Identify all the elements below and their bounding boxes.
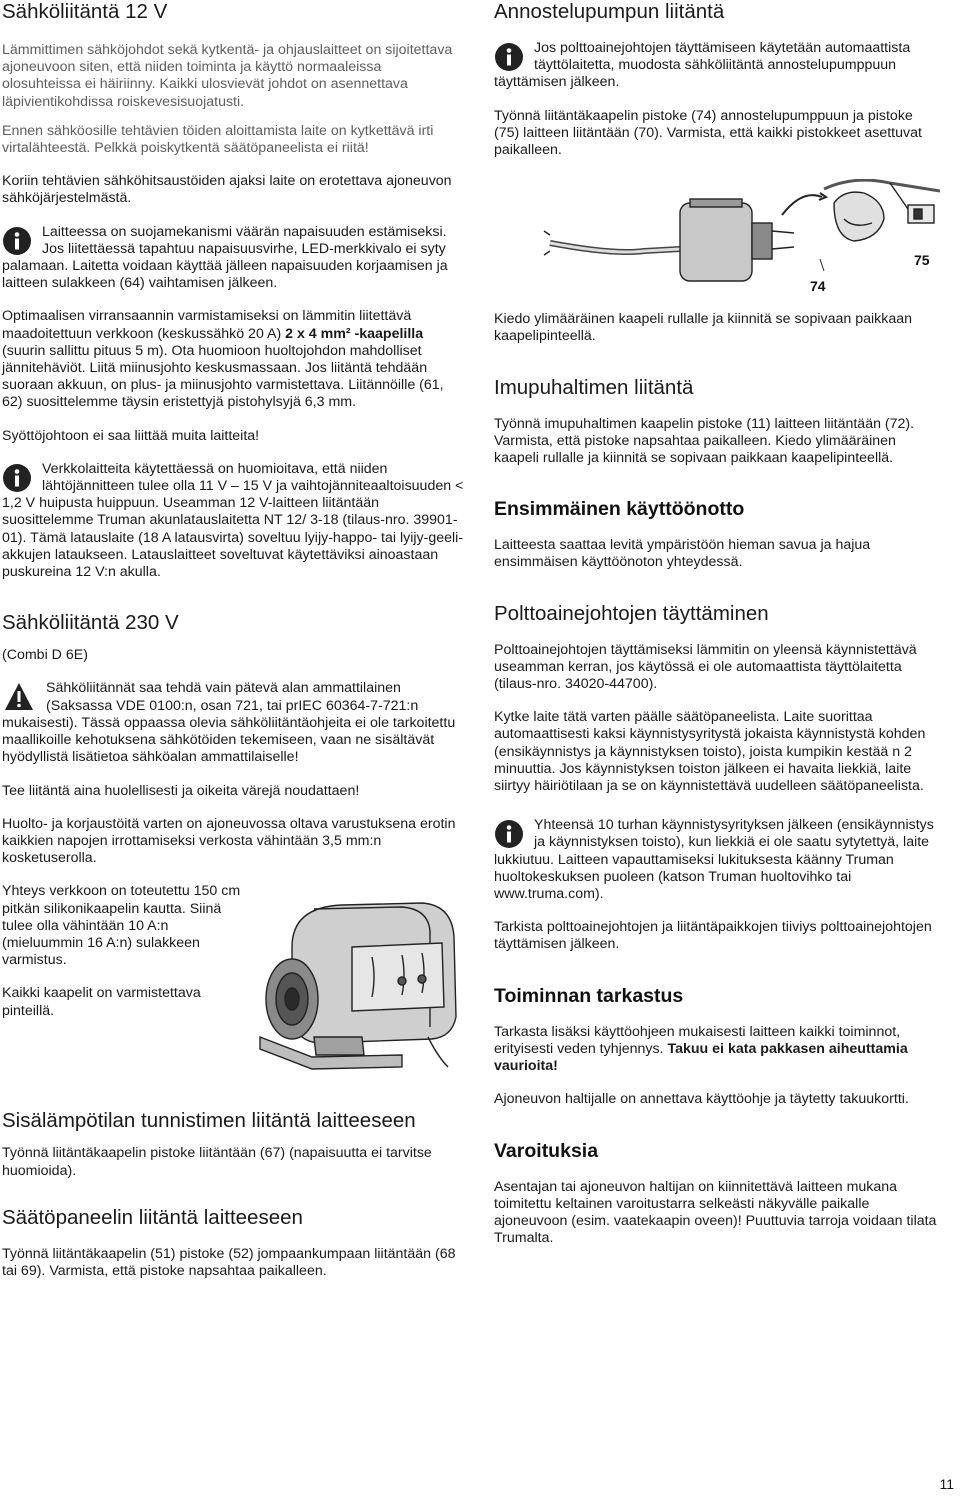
warning-icon	[2, 682, 36, 712]
heater-text	[2, 883, 252, 1019]
section-title-sensor: Sisälämpötilan tunnistimen liitäntä laitteeseen	[2, 1109, 416, 1133]
dosing-pump-illustration	[494, 179, 940, 299]
info-text: Laitteessa on suojamekanismi väärän napaisuuden estämiseksi. Jos liitettäessä tapahtuu napaisuusvirhe, LED-merkkivalo ei syty palamaan. Laitetta voidaan käyttää jälleen napaisuuden korjaamisen ja laitteen sulakkeen (64) vaihtamisen jälkeen.	[2, 223, 448, 292]
paragraph: Työnnä liitäntäkaapelin (51) pistoke (52) jompaankumpaan liitäntään (68 tai 69). Varmista, että pistoke napsahtaa paikalleen.	[2, 1245, 456, 1279]
paragraph: Ajoneuvon haltijalle on annettava käyttöohje ja täytetty takuukortti.	[494, 1091, 909, 1108]
paragraph: Työnnä imupuhaltimen kaapelin pistoke (11) laitteen liitäntään (72). Varmista, että pistoke napsahtaa paikalleen. Kiedo ylimääräinen kaapeli rullalle ja kiinnitä se sopivaan paikkaan kaapelipinteellä.	[494, 415, 915, 467]
info-icon	[494, 819, 524, 849]
paragraph: Kiedo ylimääräinen kaapeli rullalle ja kiinnitä se sopivaan paikkaan kaapelipinteellä.	[494, 311, 912, 345]
paragraph: Koriin tehtävien sähköhitsaustöiden ajaksi laite on erotettava ajoneuvon sähköjärjestelmästä.	[2, 173, 452, 207]
info-icon	[2, 463, 32, 493]
info-note	[2, 224, 464, 293]
section-title-filling: Polttoainejohtojen täyttäminen	[494, 601, 769, 625]
section-title-suction: Imupuhaltimen liitäntä	[494, 375, 694, 399]
paragraph: Laitteesta saattaa levitä ympäristöön hieman savua ja hajua ensimmäisen käyttöönoton yhteydessä.	[494, 537, 871, 571]
bold-text: Takuu ei kata pakkasen aiheuttamia vaurioita!	[494, 1040, 908, 1075]
paragraph: Työnnä liitäntäkaapelin pistoke liitäntään (67) (napaisuutta ei tarvitse huomioida).	[2, 1145, 432, 1179]
paragraph: Ennen sähköosille tehtävien töiden aloittamista laite on kytkettävä irti virtalähteestä. Pelkkä poiskytkentä säätöpaneelista ei riitä!	[2, 122, 434, 157]
paragraph: Tarkista polttoainejohtojen ja liitäntäpaikkojen tiiviys polttoainejohtojen täyttämisen jälkeen.	[494, 919, 932, 953]
info-note	[2, 461, 464, 581]
paragraph: Tee liitäntä aina huolellisesti ja oikeita värejä noudattaen!	[2, 782, 360, 799]
info-text: Verkkolaitteita käytettäessä on huomioitava, että niiden lähtöjännitteen tulee olla 11 V – 15 V ja vaihtojänniteaaltoisuuden < 1,2 V huipusta huippuun. Useamman 12 V-laitteen liitäntään suosittelemme Truman akunlatauslaitetta NT 12/ 3-18 (tilaus-nro. 39901-01). Tämä latauslaite (18 A latausvirta) soveltuu lyijy-happo- tai lyijy-geeli-akkujen lataukseen. Latauslaitteet soveltuvat käytettäviksi ainoastaan puskureina 12 V:n akulla.	[2, 460, 464, 581]
paragraph: Huolto- ja korjaustöitä varten on ajoneuvossa oltava varustuksena erotin kaikkien napojen irrottamiseksi verkosta vähintään 3,5 mm:n kosketuserolla.	[2, 815, 456, 867]
section-title-pump: Annostelupumpun liitäntä	[494, 0, 725, 23]
paragraph-power	[2, 308, 464, 411]
info-icon	[494, 42, 524, 72]
bold-text: 2 x 4 mm² -kaapelilla	[285, 325, 424, 342]
right-column	[494, 0, 940, 1247]
paragraph: Työnnä liitäntäkaapelin pistoke (74) annostelupumppuun ja pistoke (75) laitteen liitäntään (70). Varmista, että kaikki pistokkeet asettuvat paikalleen.	[494, 107, 922, 159]
warning-note	[2, 680, 464, 766]
section-title-230v: Sähköliitäntä 230 V	[2, 611, 179, 635]
info-text: Yhteensä 10 turhan käynnistysyrityksen jälkeen (ensikäynnistys ja käynnistyksen toisto), kun liekkiä ei ole saatu sytytettyä, laite lukkiutuu. Laitteen vapauttamiseksi lukituksesta käänny Truman huoltokeskuksen puoleen (katson Truman huoltovihko tai www.truma.com).	[494, 817, 934, 903]
heater-block	[2, 883, 464, 1083]
section-title-12v: Sähköliitäntä 12 V	[2, 0, 168, 23]
info-text: Jos polttoainejohtojen täyttämiseen käytetään automaattista täyttölaitetta, muodosta sähköliitäntä annostelupumppuun täyttämisen jälkeen.	[494, 40, 911, 91]
text-run: (suurin sallittu pituus 5 m). Ota huomioon huoltojohdon mahdolliset jännitehäviöt. Liitä miinusjohto keskusmassaan. Jos liitäntä tehdään suoraan akkuun, on plus- ja miinusjohto varmistettava. Liitännöille (61, 62) suosittelemme täysin eristettyjä pistohylsyjä 6,3 mm.	[2, 342, 444, 411]
info-icon	[2, 226, 32, 256]
page-number: 11	[939, 1476, 954, 1492]
paragraph: Syöttöjohtoon ei saa liittää muita laitteita!	[2, 427, 260, 444]
info-note	[494, 817, 940, 903]
subtitle: (Combi D 6E)	[2, 647, 88, 664]
warning-text: Sähköliitännät saa tehdä vain pätevä alan ammattilainen (Saksassa VDE 0100:n, osan 721, tai prIEC 60364-7-721:n mukaisesti). Tässä oppaassa olevia sähköliitäntäohjeita ei ole tarkoitettu maallikoille kehotuksena sähkötöiden tekemiseen, vaan ne sisältävät hyödyllistä lisätietoa sähköalan ammattilaiselle!	[2, 680, 456, 766]
callout-75: 75	[914, 252, 930, 269]
callout-74: 74	[810, 278, 826, 295]
section-title-warnings: Varoituksia	[494, 1139, 599, 1162]
paragraph-check	[494, 1024, 940, 1076]
paragraph: Yhteys verkkoon on toteutettu 150 cm pitkän silikonikaapelin kautta. Siinä tulee olla vähintään 10 A:n (mieluummin 16 A:n) sulakkeen varmistus.	[2, 883, 241, 969]
paragraph: Polttoainejohtojen täyttämiseksi lämmitin on yleensä käynnistettävä useamman kerran, jos käytössä ei ole automaattista täyttölaitetta (tilaus-nro. 34020-44700).	[494, 641, 917, 693]
paragraph: Kaikki kaapelit on varmistettava pinteillä.	[2, 985, 201, 1019]
text-run: Tarkasta lisäksi käyttöohjeen mukaisesti laitteen kaikki toiminnot, erityisesti veden tyhjennys.	[494, 1023, 901, 1057]
paragraph: Asentajan tai ajoneuvon haltijan on kiinnitettävä laitteen mukana toimitettu keltainen varoitustarra selkeästi näkyvälle paikalle ajoneuvoon (esim. vaatekaapin oveen)! Puuttuvia tarroja voidaan tilata Trumalta.	[494, 1178, 937, 1247]
left-column	[2, 0, 464, 1280]
section-title-first-use: Ensimmäinen käyttöönotto	[494, 498, 745, 521]
info-note	[494, 40, 940, 92]
section-title-panel: Säätöpaneelin liitäntä laitteeseen	[2, 1205, 303, 1229]
heater-illustration	[252, 887, 464, 1075]
paragraph: Kytke laite tätä varten päälle säätöpaneelista. Laite suorittaa automaattisesti kaksi käynnistysyritystä jokaista käynnistystä kohden (ensikäynnistys ja käynnistyksen toisto), joista kumpikin kestää n 2 minuuttia. Jos käynnistyksen toiston jälkeen ei havaita liekkiä, laite siirtyy häiriötilaan ja se on käynnistettävä uudelleen säätöpaneelista.	[494, 709, 926, 795]
text-run: Optimaalisen virransaannin varmistamiseksi on lämmitin liitettävä maadoitettuun verkkoon (keskussähkö 20 A)	[2, 308, 412, 342]
section-title-function-check: Toiminnan tarkastus	[494, 984, 684, 1007]
paragraph: Lämmittimen sähköjohdot sekä kytkentä- ja ohjauslaitteet on sijoitettava ajoneuvoon siten, että niiden toiminta ja käyttö normaaleissa olosuhteissa ei häiriinny. Kaikki ulosvievät johdot on asennettava läpivientikohdissa roiskevesisuojatusti.	[2, 42, 453, 110]
